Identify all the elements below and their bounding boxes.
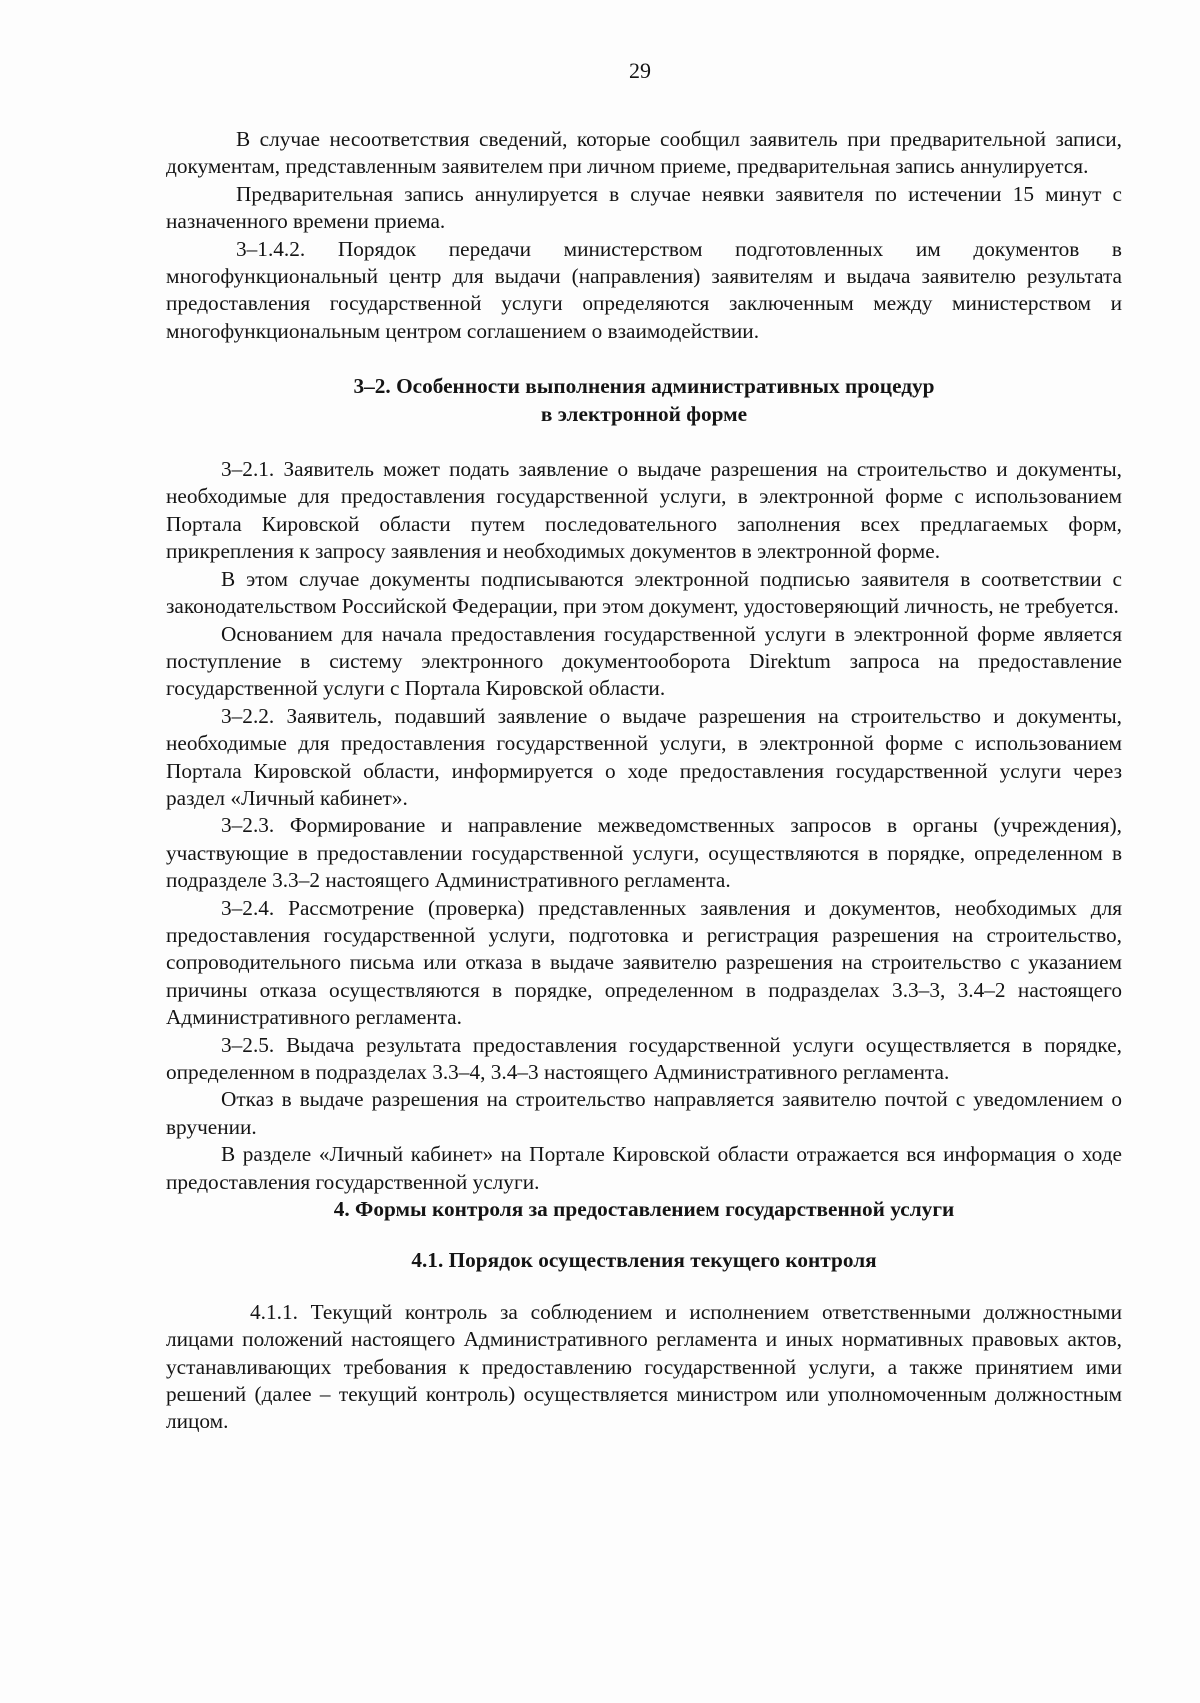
paragraph-personal-cabinet: В разделе «Личный кабинет» на Портале Кировской области отражается вся информация о ходе предоставления государственной услуги.: [166, 1142, 1122, 1194]
section-heading-4: 4. Формы контроля за предоставлением государственной услуги: [333, 1197, 955, 1222]
paragraph-refusal-mail: Отказ в выдаче разрешения на строительство направляется заявителю почтой с уведомлением о вручении.: [166, 1087, 1122, 1139]
spacer: [166, 1223, 1122, 1247]
spacer: [166, 1275, 1122, 1299]
paragraph-mismatch-annulment: В случае несоответствия сведений, которые сообщил заявитель при предварительной записи, документам, представленным заявителем при личном приеме, предварительная запись аннулируется.: [166, 127, 1122, 179]
section-heading-3-2-line1: 3–2. Особенности выполнения административных процедур: [353, 374, 935, 399]
paragraph-3-2-2: 3–2.2. Заявитель, подавший заявление о выдаче разрешения на строительство и документы, необходимые для предоставления государственной услуги, в электронной форме с использованием Портала Кировской области, информируется о ходе предоставления государственной услуги через раздел «Личный кабинет».: [166, 703, 1122, 810]
paragraph-3-2-3: 3–2.3. Формирование и направление межведомственных запросов в органы (учреждения), участвующие в предоставлении государственной услуги, осуществляются в порядке, определенном в подразделе 3.3–2 настоящего Административного регламента.: [166, 813, 1122, 893]
section-heading-4-1: 4.1. Порядок осуществления текущего контроля: [411, 1248, 877, 1273]
paragraph-3-1-4-2: 3–1.4.2. Порядок передачи министерством подготовленных им документов в многофункциональный центр для выдачи (направления) заявителям и выдача заявителю результата предоставления государственной услуги определяются заключенным между министерством и многофункциональным центром соглашением о взаимодействии.: [166, 236, 1122, 343]
section-heading-3-2-line2: в электронной форме: [540, 401, 748, 426]
document-body: [166, 126, 1122, 1436]
spacer: [166, 428, 1122, 456]
paragraph-4-1-1: 4.1.1. Текущий контроль за соблюдением и исполнением ответственными должностными лицами положений настоящего Административного регламента и иных нормативных правовых актов, устанавливающих требования к предоставлению государственной услуги, а также принятием ими решений (далее – текущий контроль) осуществляется министром или уполномоченным должностным лицом.: [166, 1299, 1122, 1434]
paragraph-3-2-1: 3–2.1. Заявитель может подать заявление о выдаче разрешения на строительство и документы, необходимые для предоставления государственной услуги, в электронной форме с использованием Портала Кировской области путем последовательного заполнения всех предлагаемых форм, прикрепления к запросу заявления и необходимых документов в электронной форме.: [166, 457, 1122, 564]
paragraph-3-2-4: 3–2.4. Рассмотрение (проверка) представленных заявления и документов, необходимых для предоставления государственной услуги, подготовка и регистрация разрешения на строительство, сопроводительного письма или отказа в выдаче заявителю разрешения на строительство с указанием причины отказа осуществляются в порядке, определенном в подразделах 3.3–3, 3.4–2 настоящего Административного регламента.: [166, 895, 1122, 1030]
page-number: 29: [629, 58, 651, 83]
spacer: [166, 345, 1122, 373]
paragraph-basis-direktum: Основанием для начала предоставления государственной услуги в электронной форме является поступление в систему электронного документооборота Direktum запроса на предоставление государственной услуги с Портала Кировской области.: [166, 621, 1122, 701]
paragraph-no-show-annulment: Предварительная запись аннулируется в случае неявки заявителя по истечении 15 минут с назначенного времени приема.: [166, 181, 1122, 234]
paragraph-3-2-5: 3–2.5. Выдача результата предоставления государственной услуги осуществляется в порядке, определенном в подразделах 3.3–4, 3.4–3 настоящего Административного регламента.: [166, 1032, 1122, 1084]
paragraph-signature: В этом случае документы подписываются электронной подписью заявителя в соответствии с законодательством Российской Федерации, при этом документ, удостоверяющий личность, не требуется.: [166, 566, 1122, 619]
section-heading-3-2: [166, 373, 1122, 428]
